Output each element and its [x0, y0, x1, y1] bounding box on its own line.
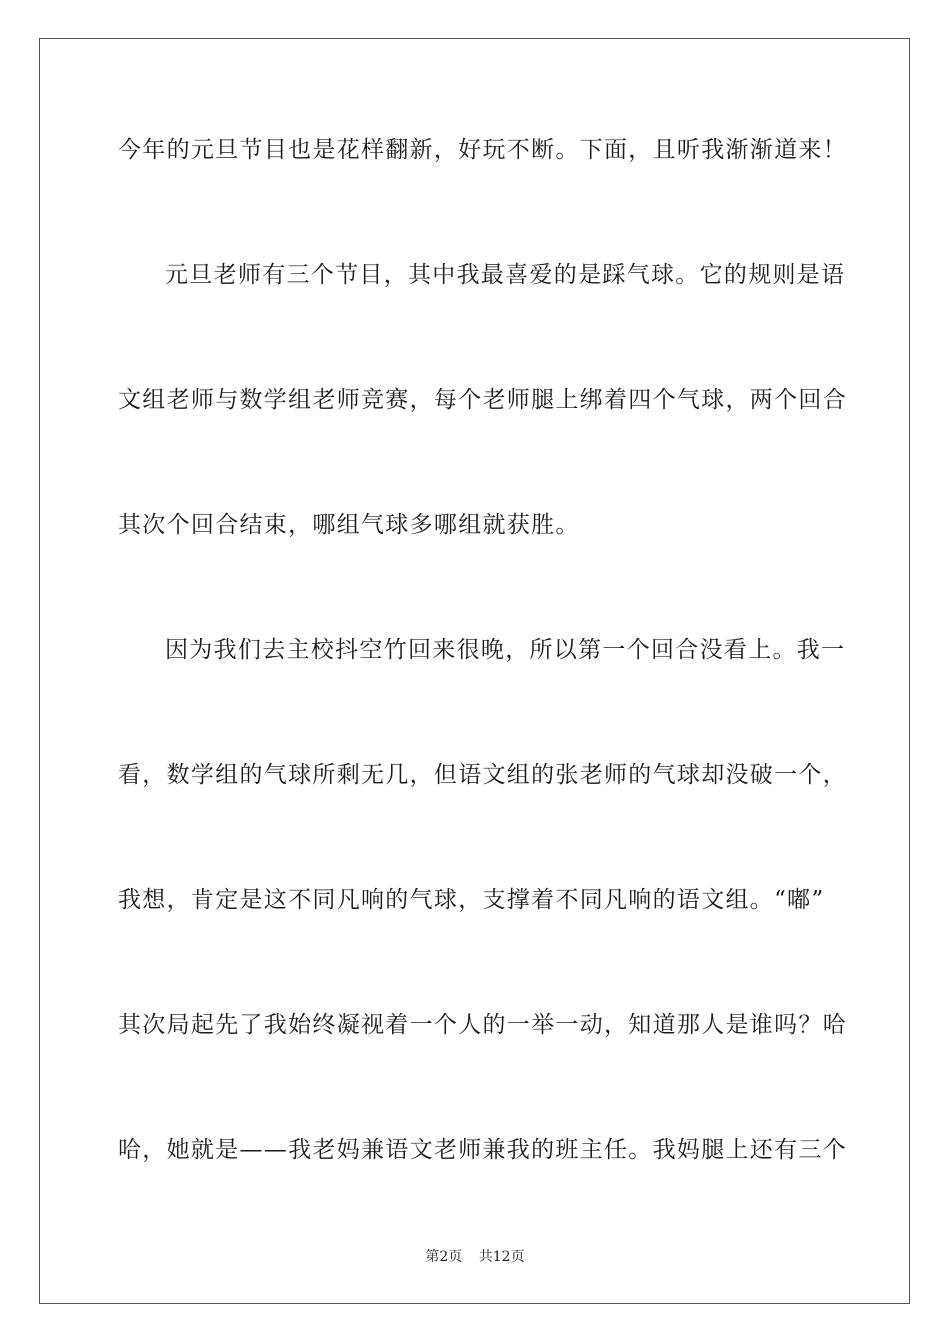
text-line-5: 因为我们去主校抖空竹回来很晚，所以第一个回合没看上。我一	[165, 637, 846, 663]
text-line-1: 今年的元旦节目也是花样翻新，好玩不断。下面，且听我渐渐道来！	[118, 137, 847, 163]
page-number-total: 共12页	[478, 1249, 525, 1265]
text-line-2: 元旦老师有三个节目，其中我最喜爱的是踩气球。它的规则是语	[165, 262, 846, 288]
page-border	[39, 38, 910, 1304]
text-line-8: 其次局起先了我始终凝视着一个人的一举一动，知道那人是谁吗？哈	[118, 1012, 847, 1038]
text-line-7: 我想，肯定是这不同凡响的气球，支撑着不同凡响的语文组。“嘟”	[118, 887, 825, 913]
text-line-3: 文组老师与数学组老师竞赛，每个老师腿上绑着四个气球，两个回合	[118, 387, 847, 413]
page-number-current: 第2页	[425, 1249, 463, 1265]
text-line-4: 其次个回合结束，哪组气球多哪组就获胜。	[118, 512, 580, 538]
text-line-6: 看，数学组的气球所剩无几，但语文组的张老师的气球却没破一个，	[118, 762, 847, 788]
page-footer	[0, 1246, 950, 1266]
text-line-9: 哈，她就是——我老妈兼语文老师兼我的班主任。我妈腿上还有三个	[118, 1137, 847, 1163]
